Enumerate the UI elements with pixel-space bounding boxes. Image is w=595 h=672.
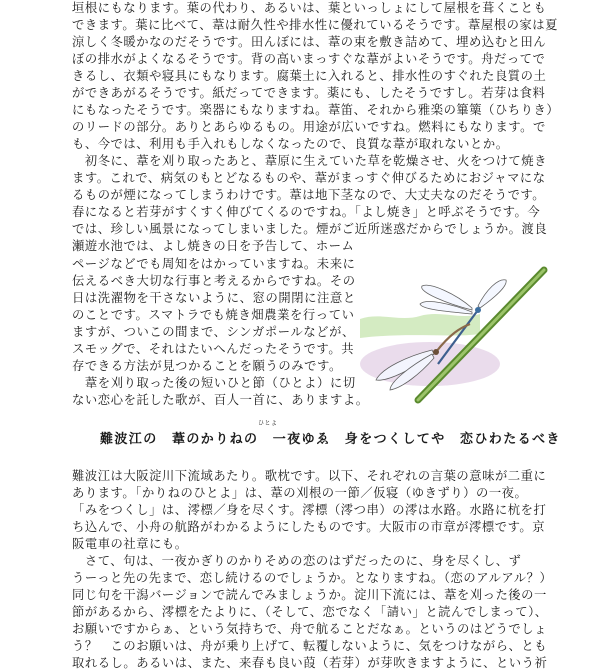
text-line: 垣根にもなります。葉の代わり、あるいは、葉といっしょにして屋根を葺くことも [72,1,547,15]
text-line: 難波江は大阪淀川下流域あたり。歌枕です。以下、それぞれの言葉の意味が二重に [72,469,547,483]
text-line: 存できる方法が見つかることを願うのみです。 [72,359,342,373]
text-line: 節があるから、澪標をたよりに、（そして、恋でなく「請い」と読んでしまって）、 [72,605,548,619]
text-line: あります。「かりねのひとよ」は、葦の刈根の一節／仮寝（ゆきずり）の一夜。 [72,486,528,500]
text-line: のリードの部分。ありとあらゆるもの。用途が広いですね。燃料にもなります。で [72,120,546,134]
text-line: 涼しく冬暖かなのだそうです。田んぼには、葦の束を敷き詰めて、埋め込むと田ん [72,35,547,49]
essay-paragraph-2 [72,256,369,409]
text-line: 「みをつくし」は、澪標／身を尽くす。澪標（澪つ串）の澪は水路。水路に杭を打 [72,503,547,517]
text-line: スモッグで、それはたいへんだったそうです。共 [72,342,355,356]
text-line: ち込んで、小舟の航路がわかるようにしたものです。大阪市の市章が澪標です。京 [72,520,546,534]
text-line: では、珍しい風景になってしまいました。煙がご近所迷惑だからでしょうか。渡良 [72,222,548,236]
text-line: 同じ句を干潟バージョンで読んでみましょうか。淀川下流には、葦を刈った後の一 [72,588,547,602]
poem-ruby: ひとよ [258,420,278,427]
text-line: 葦を刈り取った後の短いひと節（ひとよ）に切 [72,376,356,390]
text-line: 阪電車の社章にも。 [72,537,188,551]
text-line: うーっと先の先まで、恋し続けるのでしょうか。となりますね。（恋のアルアル？） [72,571,553,585]
upper-dragonfly-wings [420,280,506,314]
text-line: できます。葉に比べて、葦は耐久性や排水性に優れているそうです。葦屋根の家は夏 [72,18,558,32]
text-line: きるし、衣類や寝具にもなります。腐葉土に入れると、排水性のすぐれた良質の土 [72,69,547,83]
text-line: 春になると若芽がすくすく伸びてくるのですね。「よし焼き」と呼ぶそうです。今 [72,205,541,219]
text-line: ページなどでも周知をはかっていますね。未来に [72,257,356,271]
text-line: ができあがるそうです。紙だってできます。薬にも、したそうですし。若芽は食料 [72,86,546,100]
text-line: 伝えるべき大切な行事と考えるからですね。その [72,274,356,288]
text-line: も、今では、利用も手入れもしなくなったので、良質な葦が取れないとか。 [72,137,509,151]
text-line: お願いですからぁ、という気持ちで、舟で航ることだなぁ。というのはどうでしょ [72,622,547,636]
text-line: 瀬遊水池では、よし焼きの日を予告して、ホーム [72,239,355,253]
poem-line [100,420,561,447]
text-line: さて、句は、一夜かぎりのかりそめの恋のはずだったのに、身を尽くし、ず [72,554,522,568]
essay-paragraph-1 [72,0,559,255]
text-line: 初冬に、葦を刈り取ったあと、葦原に生えていた草を乾燥させ、火をつけて焼き [72,154,547,168]
text-line: う？ このお願いは、舟が乗り上げて、転覆しないように、気をつけながら、とも [72,639,548,653]
text-line: のことです。スマトラでも焼き畑農業を行ってい [72,308,355,322]
text-line: ない恋心を託した歌が、百人一首に、ありますよ。 [72,393,369,407]
poem-text: 難波江の 葦のかりねの 一夜ゆゑ 身をつくしてや 恋ひわたるべき [100,432,561,447]
text-line: るものが煙になってしまうわけです。葦は地下茎なので、大丈夫なのだそうです。 [72,188,546,202]
dragonfly-illustration [360,264,548,404]
text-line: ますが、ついこの間まで、シンガポールなどが、 [72,325,355,339]
text-line: ぼの排水がよくなるそうです。背の高いまっすぐな葦がよいそうです。舟だってで [72,52,546,66]
text-line: 取れるし。あるいは、また、来春も良い葭（若芽）が芽吹きますように、という祈 [72,656,548,670]
text-line: ます。これで、病気のもとどなるものや、葦がまっすぐ伸びるためにおジャマにな [72,171,546,185]
text-line: 日は洗濯物を干さないように、窓の開閉に注意と [72,291,356,305]
text-line: にもなったそうです。楽器にもなりますね。葦笛、それから雅楽の篳篥（ひちりき） [72,103,560,117]
grass-band [360,314,480,338]
essay-paragraph-3 [72,468,552,672]
